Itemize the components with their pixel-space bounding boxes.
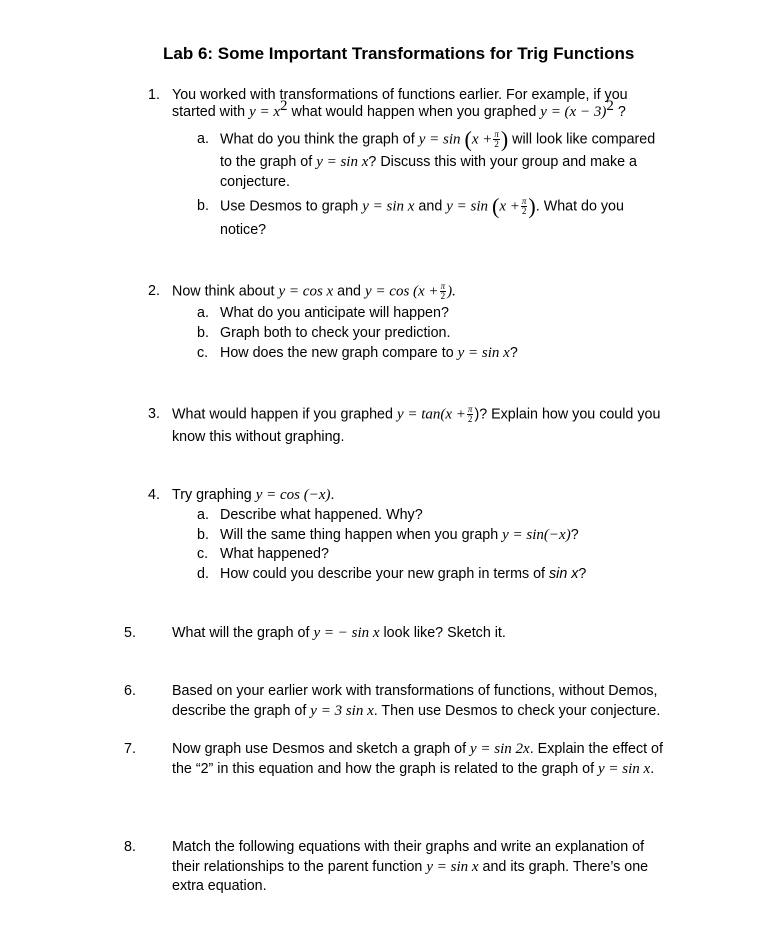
q1b-label: b. <box>197 198 209 214</box>
q3-line1: What would happen if you graphed y = tan(x + $\frac{\pi}{2}$ )? Explain how you could you <box>172 404 661 424</box>
q4b-text: Will the same thing happen when you graph y = sin(−x)? <box>220 527 579 543</box>
q4a-label: a. <box>197 507 209 523</box>
q1-line1: You worked with transformations of functions earlier. For example, if you <box>172 87 628 103</box>
q1a-line1: What do you think the graph of y = sin (x + $\frac{\pi}{2}$ ) will look like compared <box>220 126 656 152</box>
q1b-line2: notice? <box>220 222 267 238</box>
q8-line2: their relationships to the parent function y = sin x and its graph. There’s one <box>172 859 649 875</box>
q2-number: 2. <box>148 283 160 299</box>
q1-line2: started with $y = x^2$ what would happen when you graphed $y = (x - 3)^2$ ? <box>172 98 626 120</box>
q5-number: 5. <box>124 625 136 641</box>
q5-text: What will the graph of y = − sin x look like? Sketch it. <box>172 625 506 641</box>
pi-over-2: $\frac{\pi}{2}$ <box>494 129 499 149</box>
q7-line1: Now graph use Desmos and sketch a graph of y = sin 2x. Explain the effect of <box>172 741 663 757</box>
q3-number: 3. <box>148 406 160 422</box>
q1-number: 1. <box>148 87 160 103</box>
q4d-text: How could you describe your new graph in terms of sin x? <box>220 566 587 582</box>
q1b-line1: Use Desmos to graph y = sin x and y = sin (x + $\frac{\pi}{2}$ ). What do you <box>220 193 624 219</box>
q8-number: 8. <box>124 839 136 855</box>
q4d-label: d. <box>197 566 209 582</box>
q2b-text: Graph both to check your prediction. <box>220 325 451 341</box>
q4c-text: What happened? <box>220 546 329 562</box>
q8-line3: extra equation. <box>172 878 267 894</box>
q8-line1: Match the following equations with their graphs and write an explanation of <box>172 839 645 855</box>
q7-line2: the “2” in this equation and how the graph is related to the graph of y = sin x. <box>172 761 655 777</box>
q2-line1: Now think about y = cos x and y = cos (x + $\frac{\pi}{2}$ ). <box>172 281 456 301</box>
q6-line2: describe the graph of y = 3 sin x. Then use Desmos to check your conjecture. <box>172 703 661 719</box>
q2c-text: How does the new graph compare to y = sin x? <box>220 345 518 361</box>
q2b-label: b. <box>197 325 209 341</box>
q2a-label: a. <box>197 305 209 321</box>
q2a-text: What do you anticipate will happen? <box>220 305 449 321</box>
q2c-label: c. <box>197 345 209 361</box>
q7-number: 7. <box>124 741 136 757</box>
q3-line2: know this without graphing. <box>172 429 345 445</box>
page-title: Lab 6: Some Important Transformations for Trig Functions <box>163 44 635 63</box>
q4a-text: Describe what happened. Why? <box>220 507 423 523</box>
q4-number: 4. <box>148 487 160 503</box>
q6-line1: Based on your earlier work with transformations of functions, without Demos, <box>172 683 658 699</box>
q4c-label: c. <box>197 546 209 562</box>
q1a-line2: to the graph of y = sin x? Discuss this with your group and make a <box>220 154 637 170</box>
q6-number: 6. <box>124 683 136 699</box>
q1a-line3: conjecture. <box>220 174 290 190</box>
q4b-label: b. <box>197 527 209 543</box>
q1a-label: a. <box>197 131 209 147</box>
q4-line1: Try graphing y = cos (−x). <box>172 487 335 503</box>
